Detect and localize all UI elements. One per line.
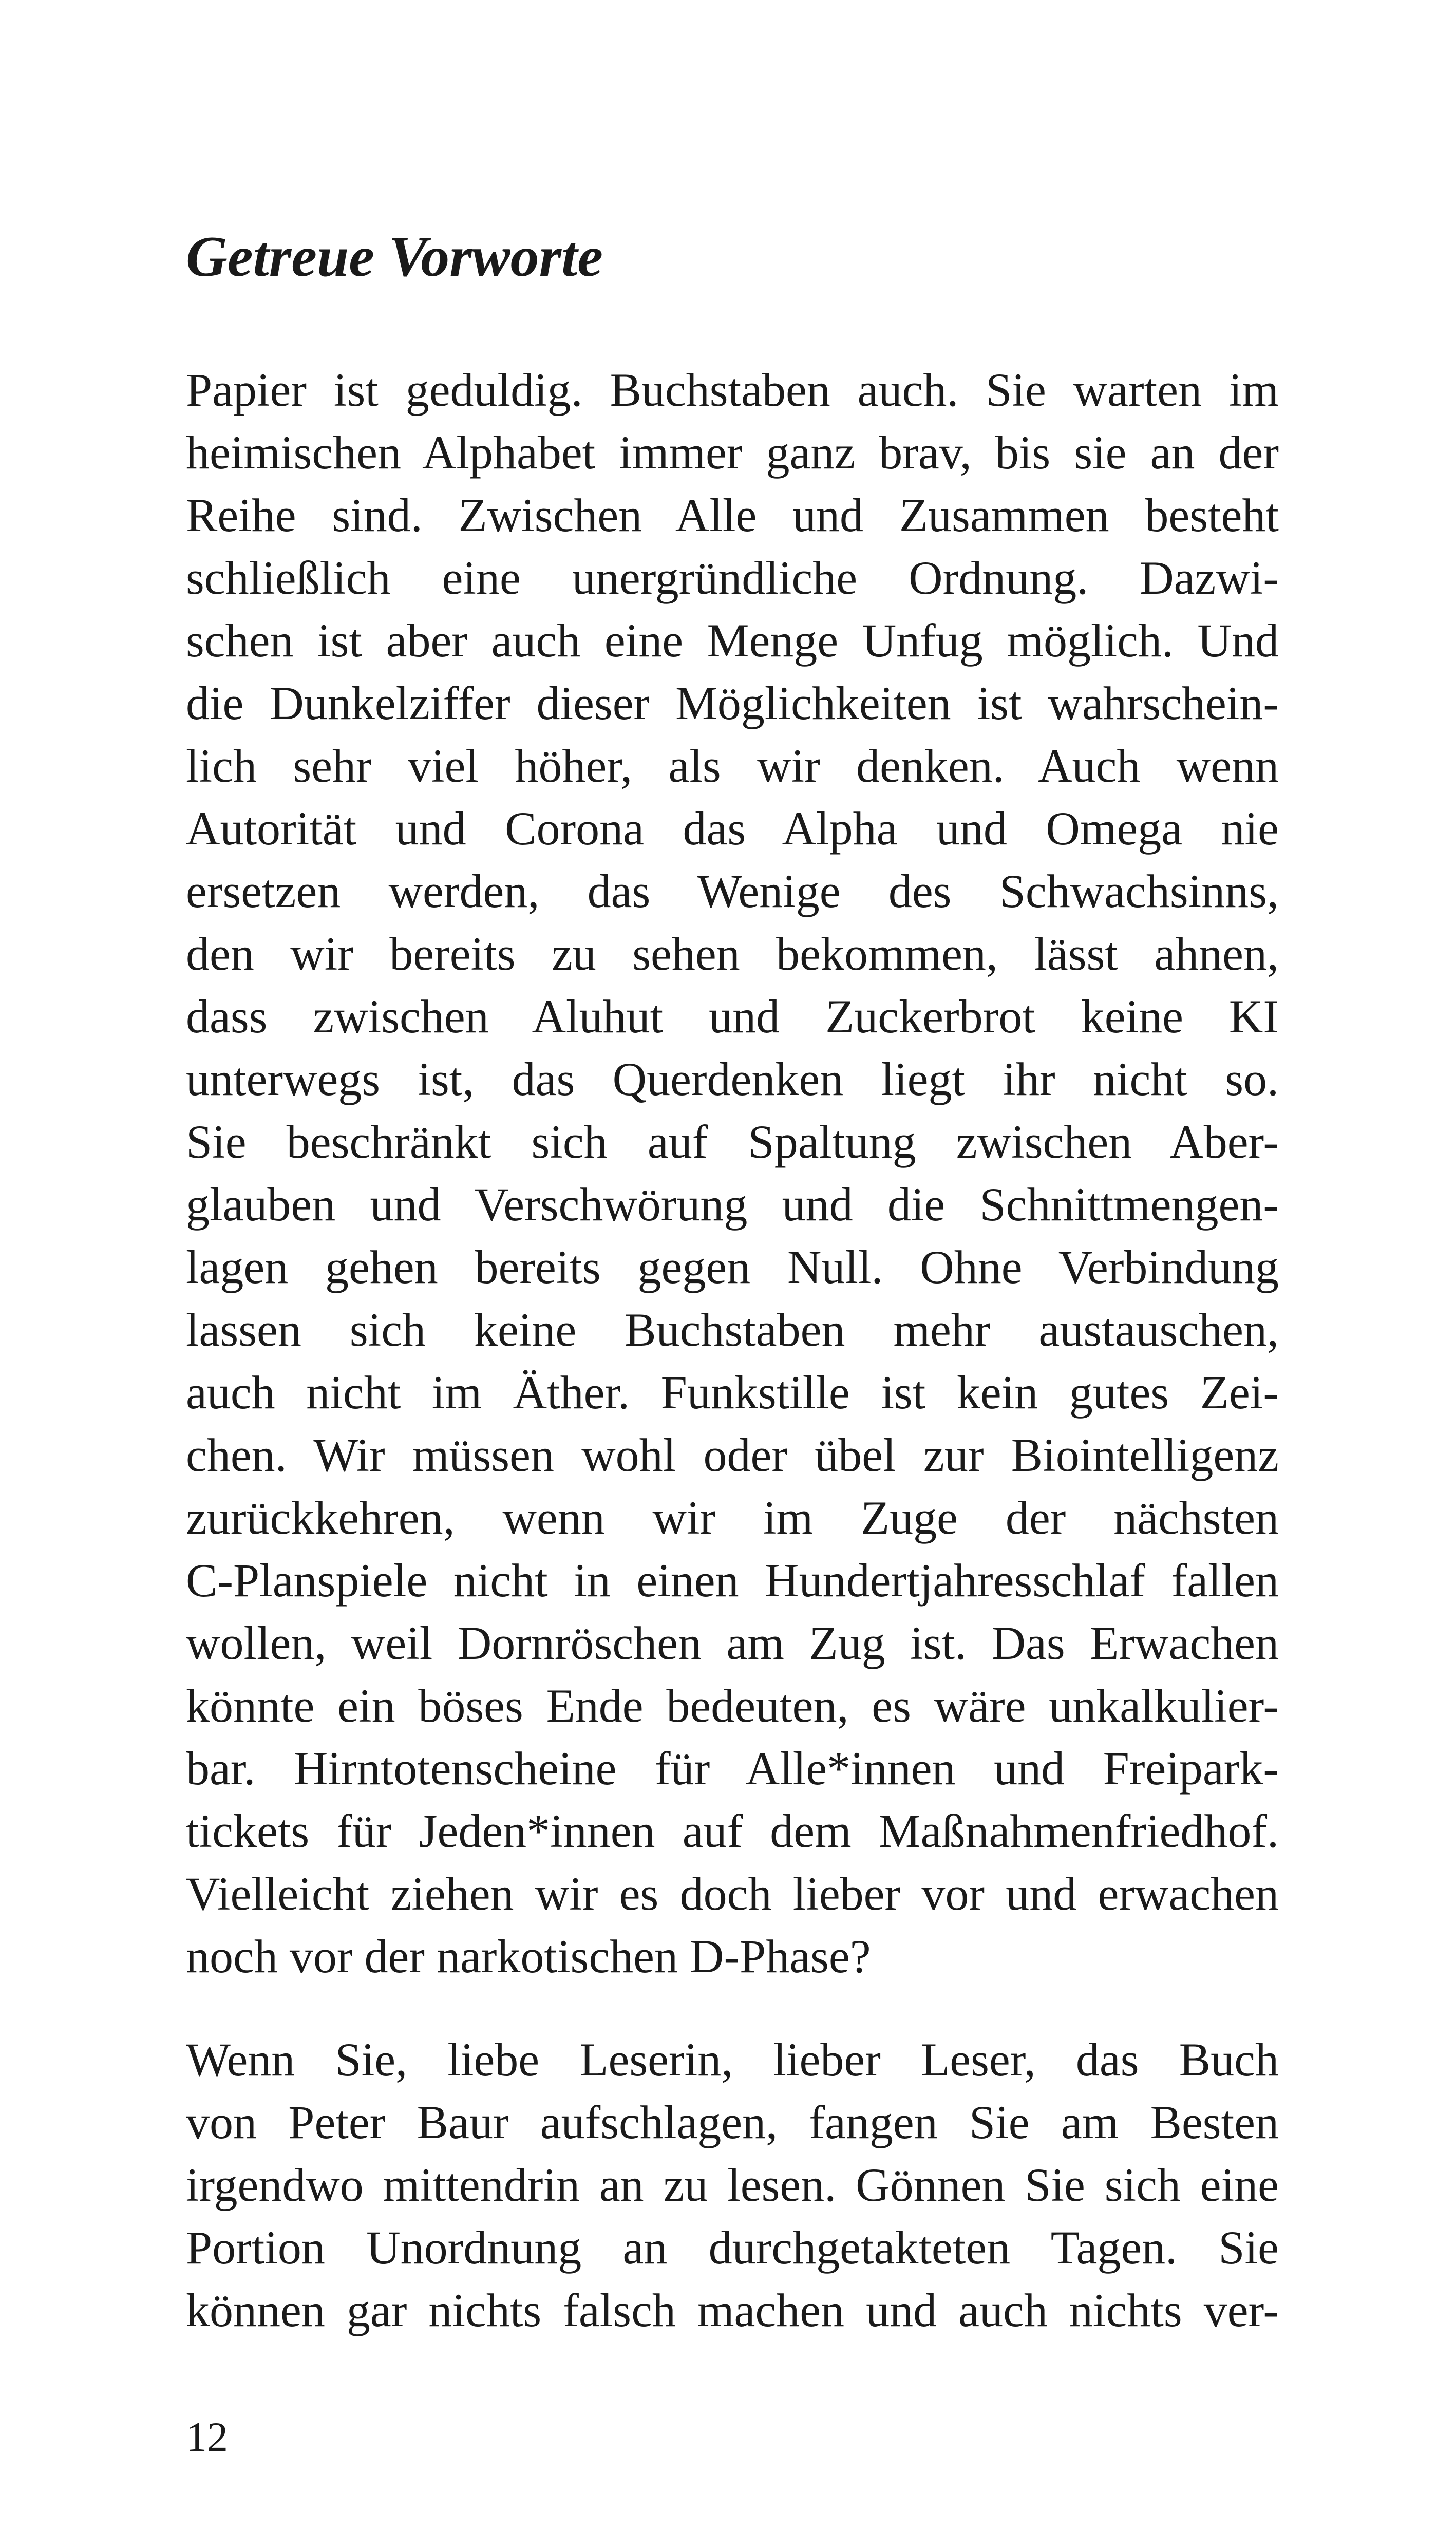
text-line: von Peter Baur aufschlagen, fangen Sie am Besten [186,2096,1279,2148]
paragraph-2 [186,2028,1279,2342]
text-line: Reihe sind. Zwischen Alle und Zusammen besteht [186,489,1279,541]
text-line: dass zwischen Aluhut und Zuckerbrot keine KI [186,990,1279,1043]
text-line: den wir bereits zu sehen bekommen, lässt ahnen, [186,928,1279,980]
text-line: auch nicht im Äther. Funkstille ist kein gutes Zei- [186,1366,1279,1419]
text-line: C-Planspiele nicht in einen Hundertjahresschlaf fallen [186,1554,1279,1607]
text-line: lassen sich keine Buchstaben mehr austauschen, [186,1304,1279,1356]
text-line: Vielleicht ziehen wir es doch lieber vor und erwachen [186,1867,1279,1920]
paragraph-1 [186,358,1279,1988]
text-line: Sie beschränkt sich auf Spaltung zwischen Aber- [186,1116,1279,1168]
text-line: die Dunkelziffer dieser Möglichkeiten ist wahrschein- [186,677,1279,729]
text-line: glauben und Verschwörung und die Schnittmengen- [186,1178,1279,1231]
text-line: tickets für Jeden*innen auf dem Maßnahmenfriedhof. [186,1805,1279,1857]
text-line: lich sehr viel höher, als wir denken. Auch wenn [186,740,1279,792]
text-line: lagen gehen bereits gegen Null. Ohne Verbindung [186,1241,1279,1293]
text-line: bar. Hirntotenscheine für Alle*innen und Freipark- [186,1742,1279,1795]
chapter-heading: Getreue Vorworte [186,225,603,289]
text-line: Wenn Sie, liebe Leserin, lieber Leser, das Buch [186,2033,1279,2086]
text-line: schließlich eine unergründliche Ordnung. Dazwi- [186,552,1279,604]
page-number: 12 [186,2413,228,2460]
text-line: wollen, weil Dornröschen am Zug ist. Das Erwachen [186,1617,1279,1669]
text-line: zurückkehren, wenn wir im Zuge der nächsten [186,1492,1279,1544]
text-line: unterwegs ist, das Querdenken liegt ihr nicht so. [186,1053,1279,1105]
text-line: Autorität und Corona das Alpha und Omega nie [186,802,1279,855]
text-line: heimischen Alphabet immer ganz brav, bis sie an der [186,426,1279,479]
text-line: Papier ist geduldig. Buchstaben auch. Sie warten im [186,364,1279,416]
text-line: Portion Unordnung an durchgetakteten Tagen. Sie [186,2221,1279,2274]
text-line: können gar nichts falsch machen und auch nichts ver- [186,2284,1279,2336]
text-line: chen. Wir müssen wohl oder übel zur Biointelligenz [186,1429,1279,1481]
text-line: ersetzen werden, das Wenige des Schwachsinns, [186,865,1279,917]
text-line: irgendwo mittendrin an zu lesen. Gönnen Sie sich eine [186,2159,1279,2211]
text-line: könnte ein böses Ende bedeuten, es wäre unkalkulier- [186,1679,1279,1732]
text-line: noch vor der narkotischen D-Phase? [186,1930,871,1983]
text-line: schen ist aber auch eine Menge Unfug möglich. Und [186,614,1279,667]
